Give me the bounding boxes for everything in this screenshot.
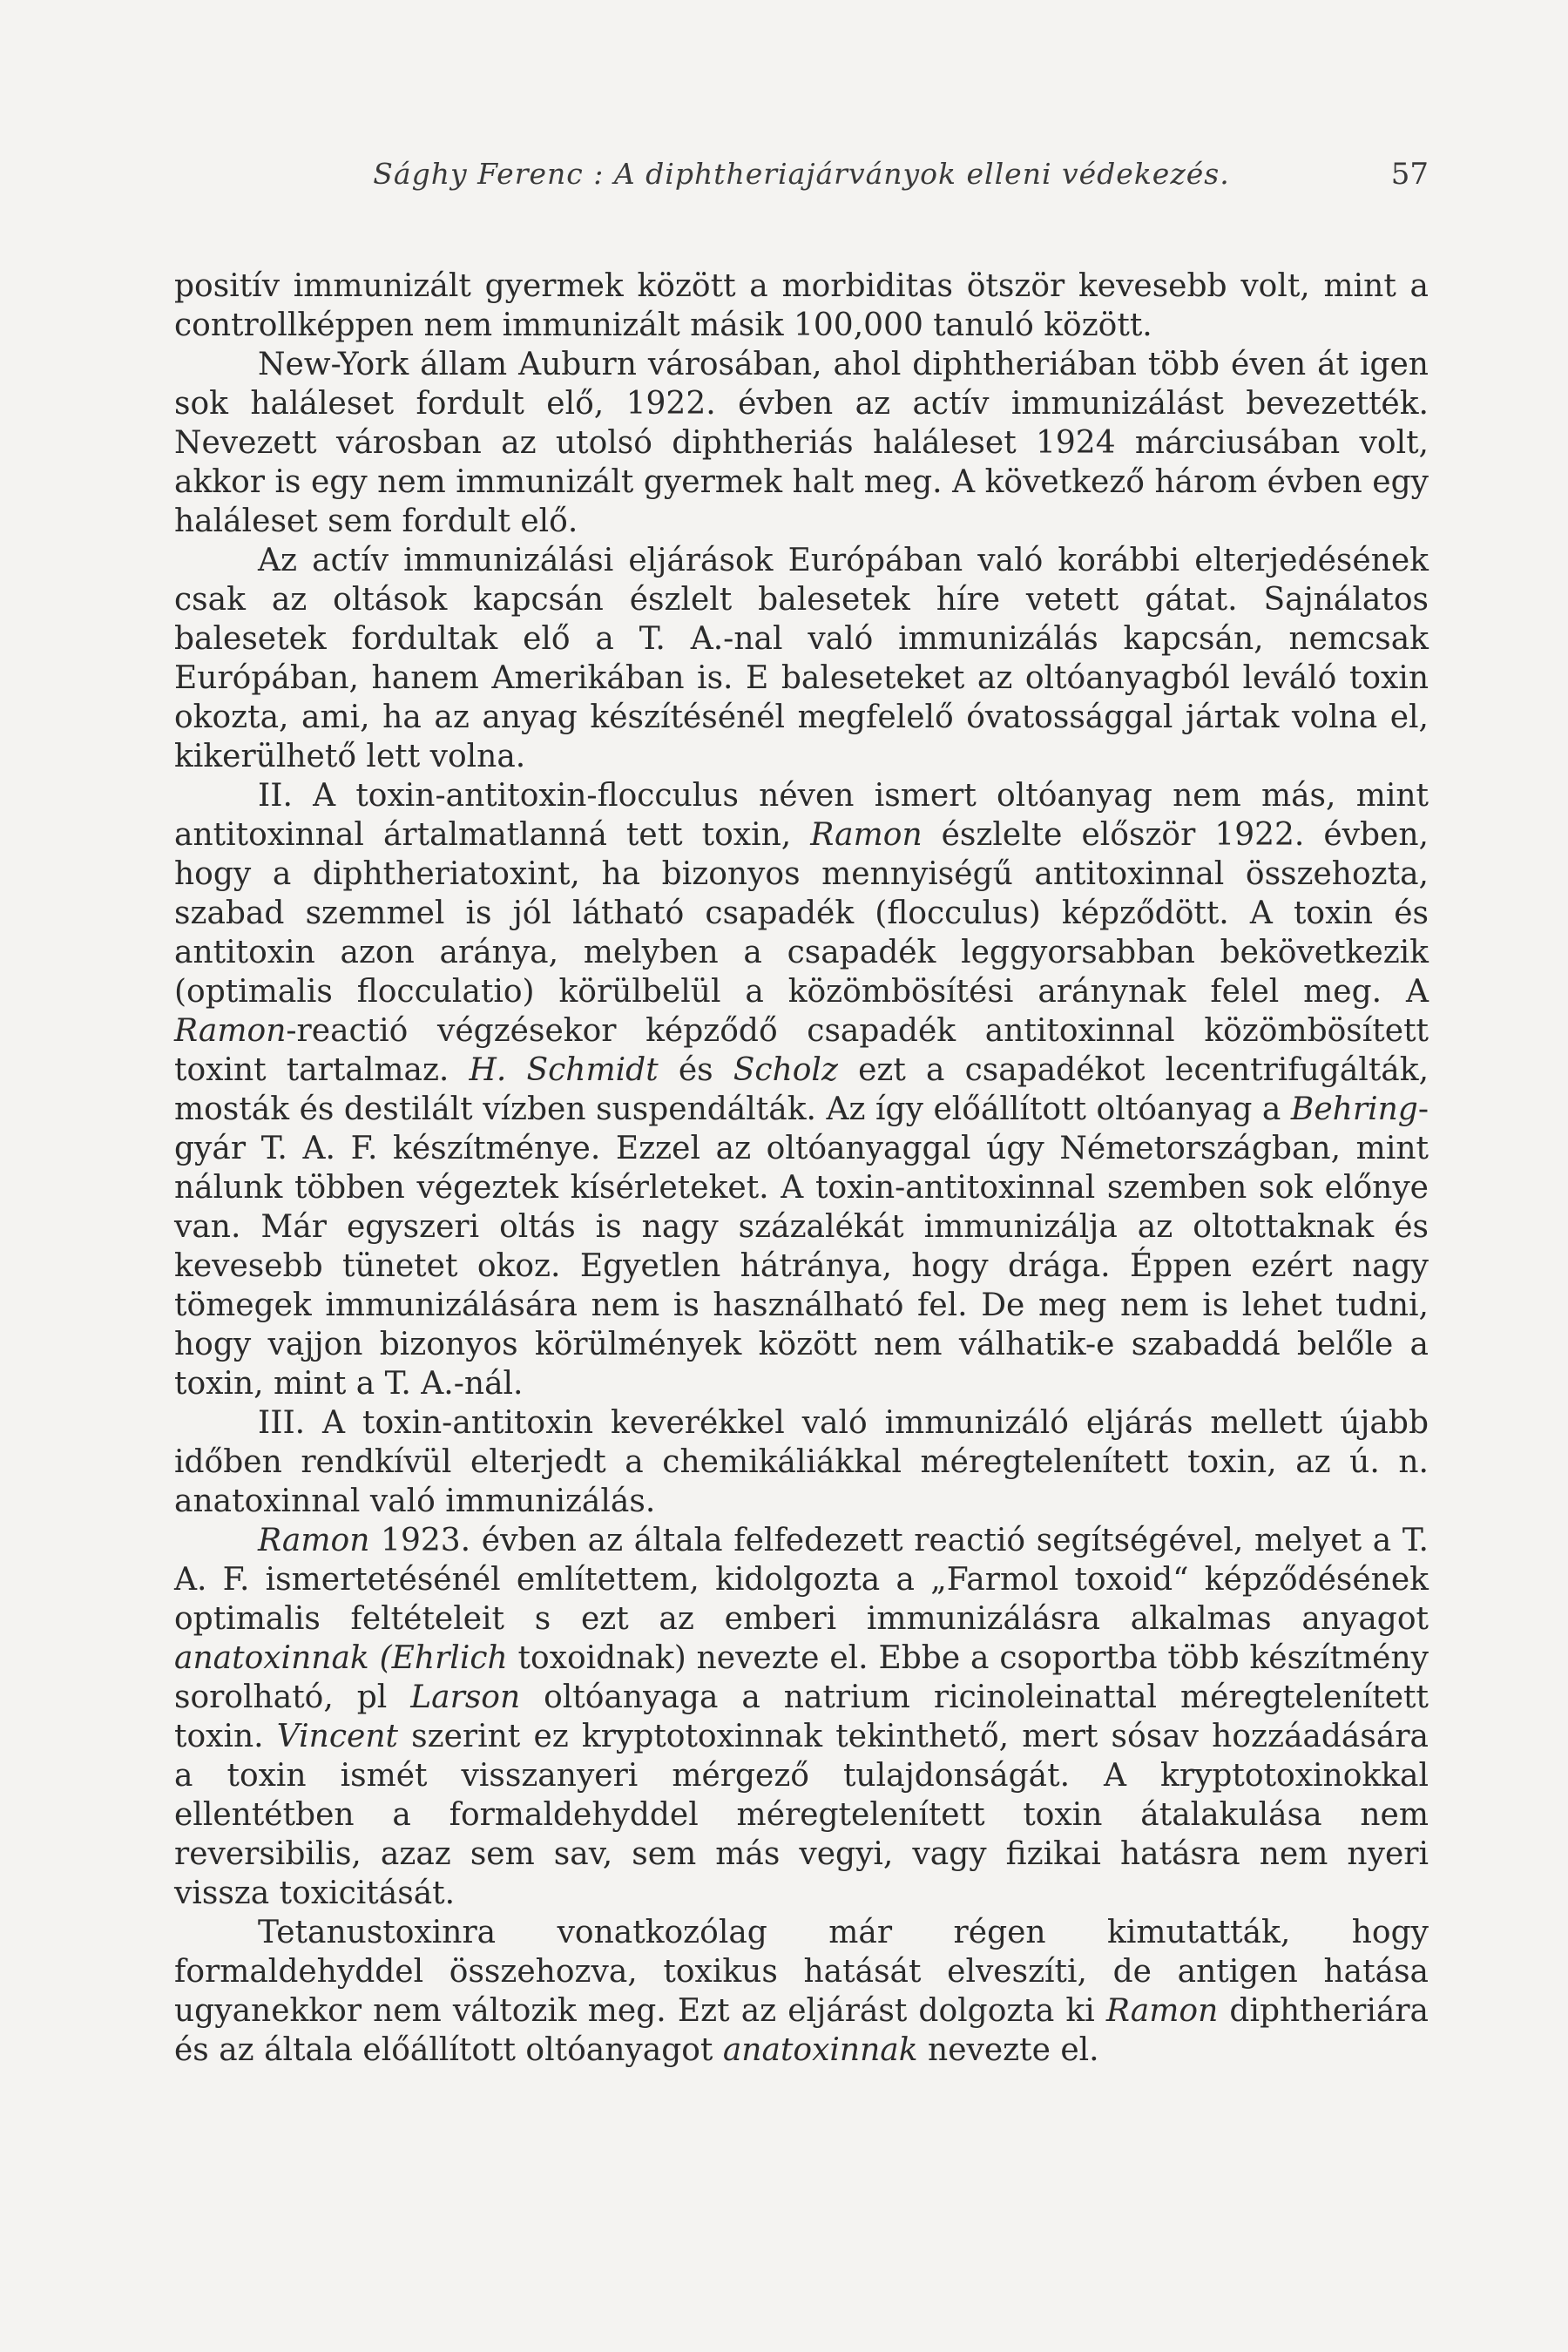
page-number: 57 (1390, 157, 1429, 192)
text-run: positív immunizált gyermek között a morbiditas ötször kevesebb volt, mint a controllképpen nem immunizált másik 100,000 tanuló között. (174, 268, 1429, 343)
text-run: III. A toxin-antitoxin keverékkel való immunizáló eljárás mellett újabb időben rendkívül elterjedt a chemikáliákkal méregtelenített toxin, az ú. n. anatoxinnal való immunizálás. (174, 1405, 1429, 1519)
text-run: és (658, 1052, 733, 1088)
italic-text: Ramon (1105, 1993, 1219, 2029)
paragraph (174, 1403, 1429, 1521)
text-run: Az actív immunizálási eljárások Európában való korábbi elterjedésének csak az oltások kapcsán észlelt balesetek híre vetett gátat. Sajnálatos balesetek fordultak elő a T. A.-nal való immunizálás kapcsán, nemcsak Európában, hanem Amerikában is. E baleseteket az oltóanyagból leváló toxin okozta, ami, ha az anyag készítésénél megfelelő óvatossággal jártak volna el, kikerülhető lett volna. (174, 543, 1429, 774)
body-text (174, 267, 1429, 2070)
paragraph (174, 1913, 1429, 2070)
italic-text: Ramon (810, 817, 923, 853)
paragraph (174, 776, 1429, 1403)
italic-text: Scholz (733, 1052, 838, 1088)
text-run: -reactió végzésekor képződő csapadék antitoxinnal közömbösített toxint tartalmaz. (174, 1013, 1429, 1088)
italic-text: anatoxinnak (Ehrlich (174, 1640, 508, 1676)
text-run: Tetanustoxinra vonatkozólag már régen kimutatták, hogy formaldehyddel összehozva, toxikus hatását elveszíti, de antigen hatása ugyanekkor nem változik meg. Ezt az eljárást dolgozta ki (174, 1915, 1429, 2029)
paragraph (174, 541, 1429, 776)
paragraph (174, 345, 1429, 541)
italic-text: anatoxinnak (722, 2032, 918, 2068)
text-run: nevezte el. (917, 2032, 1099, 2068)
italic-text: Behring (1290, 1092, 1418, 1127)
text-run: -gyár T. A. F. készítménye. Ezzel az oltóanyaggal úgy Németországban, mint nálunk többen végeztek kísérleteket. A toxin-antitoxinnal szemben sok előnye van. Már egyszeri oltás is nagy százalékát immunizálja az oltottaknak és kevesebb tünetet okoz. Egyetlen hátránya, hogy drága. Éppen ezért nagy tömegek immunizálására nem is használható fel. De meg nem is lehet tudni, hogy vajjon bizonyos körülmények között nem válhatik-e szabaddá belőle a toxin, mint a T. A.-nál. (174, 1092, 1429, 1402)
running-head (174, 157, 1429, 199)
italic-text: Ramon (174, 1013, 287, 1049)
text-run: szerint ez kryptotoxinnak tekinthető, mert sósav hozzáadására a toxin ismét visszanyeri mérgező tulajdonságát. A kryptotoxinokkal ellentétben a formaldehyddel méregtelenített toxin átalakulása nem reversibilis, azaz sem sav, sem más vegyi, vagy fizikai hatásra nem nyeri vissza toxicitását. (174, 1719, 1429, 1911)
text-run: toxoidnak) nevezte el. Ebbe a csoportba több készítmény sorolható, pl (174, 1640, 1429, 1715)
running-title: Sághy Ferenc : A diphtheriajárványok elleni védekezés. (373, 157, 1230, 191)
text-run: diphtheriára és az általa előállított oltóanyagot (174, 1993, 1429, 2068)
italic-text: Vincent (276, 1719, 398, 1754)
text-run: II. A toxin-antitoxin-flocculus néven ismert oltóanyag nem más, mint antitoxinnal ártalmatlanná tett toxin, (174, 778, 1429, 853)
italic-text: H. Schmidt (469, 1052, 659, 1088)
text-run: oltóanyaga a natrium ricinoleinattal méregtelenített toxin. (174, 1680, 1429, 1754)
text-run: ezt a csapadékot lecentrifugálták, mosták és destilált vízben suspendálták. Az így előállított oltóanyag a (174, 1052, 1429, 1127)
text-run: New-York állam Auburn városában, ahol diphtheriában több éven át igen sok haláleset fordult elő, 1922. évben az actív immunizálást bevezették. Nevezett városban az utolsó diphtheriás haláleset 1924 márciusában volt, akkor is egy nem immunizált gyermek halt meg. A következő három évben egy haláleset sem fordult elő. (174, 347, 1429, 539)
paragraph (174, 1521, 1429, 1913)
text-run: észlelte először 1922. évben, hogy a diphtheriatoxint, ha bizonyos mennyiségű antitoxinnal összehozta, szabad szemmel is jól látható csapadék (flocculus) képződött. A toxin és antitoxin azon aránya, melyben a csapadék leggyorsabban bekövetkezik (optimalis flocculatio) körülbelül a közömbösítési aránynak felel meg. A (174, 817, 1429, 1010)
paragraph (174, 267, 1429, 345)
italic-text: Larson (410, 1680, 521, 1715)
italic-text: Ramon (258, 1523, 370, 1558)
text-run: 1923. évben az általa felfedezett reactió segítségével, melyet a T. A. F. ismertetésénél említettem, kidolgozta a „Farmol toxoid“ képződésének optimalis feltételeit s ezt az emberi immunizálásra alkalmas anyagot (174, 1523, 1429, 1637)
